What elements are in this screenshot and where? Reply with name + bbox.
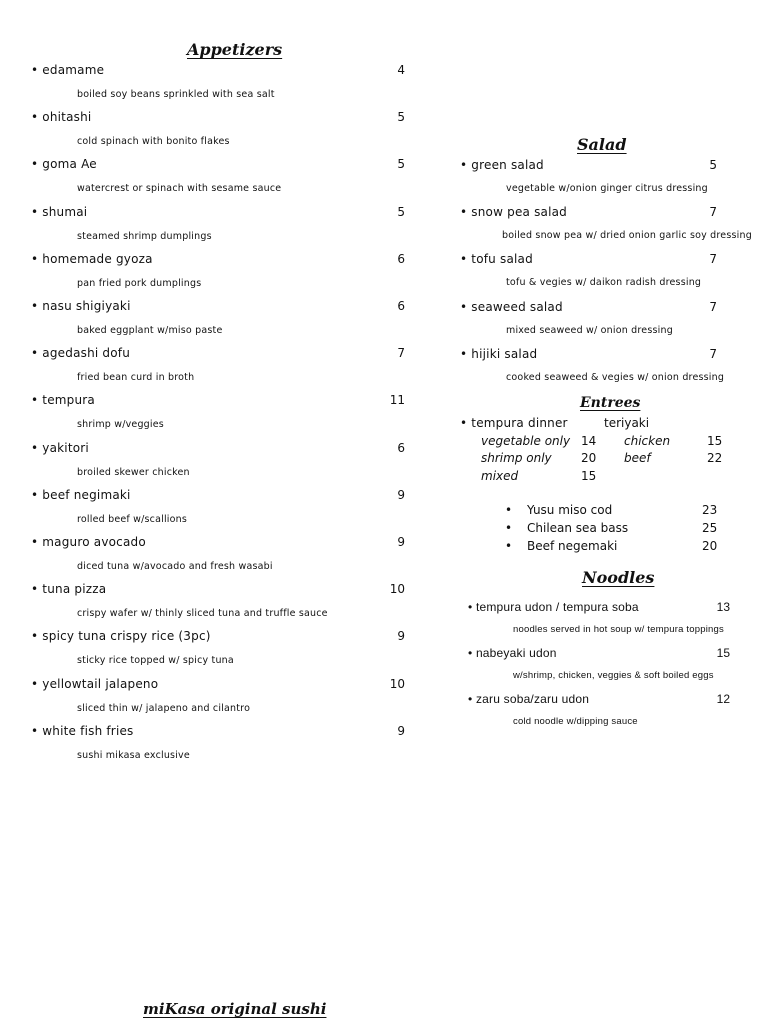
tempura-dinner-label: • tempura dinner bbox=[460, 416, 568, 430]
menu-item-description: cooked seaweed & vegies w/ onion dressing bbox=[506, 371, 725, 383]
menu-item-name: • tuna pizza bbox=[31, 582, 106, 596]
menu-item-name: • edamame bbox=[31, 63, 104, 77]
special-price: 23 bbox=[702, 503, 718, 517]
menu-item-description: shrimp w/veggies bbox=[77, 419, 164, 431]
menu-item-description: crispy wafer w/ thinly sliced tuna and truffle sauce bbox=[77, 608, 328, 620]
menu-item-price: 7 bbox=[709, 205, 717, 220]
menu-item-description: noodles served in hot soup w/ tempura toppings bbox=[513, 624, 724, 635]
special-name: Beef negemaki bbox=[527, 539, 618, 553]
menu-item-description: sushi mikasa exclusive bbox=[77, 749, 190, 761]
menu-item-price: 10 bbox=[389, 676, 405, 691]
menu-item-description: fried bean curd in broth bbox=[77, 372, 195, 384]
menu-item-name: • hijiki salad bbox=[460, 347, 537, 361]
menu-item-description: watercrest or spinach with sesame sauce bbox=[77, 183, 282, 195]
menu-item-price: 7 bbox=[397, 346, 405, 361]
menu-item-description: steamed shrimp dumplings bbox=[77, 230, 212, 242]
salad-heading: Salad bbox=[577, 135, 627, 154]
menu-item-price: 4 bbox=[397, 63, 405, 77]
menu-item-price: 11 bbox=[389, 393, 405, 408]
menu-item-price: 5 bbox=[397, 110, 405, 125]
menu-item-name: • agedashi dofu bbox=[31, 346, 130, 360]
menu-item-price: 6 bbox=[397, 440, 405, 455]
tempura-option-name: shrimp only bbox=[481, 451, 552, 465]
menu-item-price: 6 bbox=[397, 251, 405, 266]
menu-item-description: vegetable w/onion ginger citrus dressing bbox=[506, 183, 708, 194]
menu-item-price: 5 bbox=[397, 157, 405, 172]
menu-item-name: • goma Ae bbox=[31, 157, 97, 171]
tempura-option-name: vegetable only bbox=[481, 434, 571, 448]
menu-item-name: • tofu salad bbox=[460, 252, 533, 266]
menu-item-name: • green salad bbox=[460, 158, 544, 172]
menu-item-name: • spicy tuna crispy rice (3pc) bbox=[31, 629, 211, 643]
teriyaki-option-name: chicken bbox=[624, 434, 671, 448]
appetizers-heading: Appetizers bbox=[187, 40, 283, 59]
tempura-option-name: mixed bbox=[481, 469, 519, 483]
menu-item-price: 7 bbox=[709, 252, 717, 267]
tempura-option-price: 14 bbox=[581, 434, 597, 448]
menu-item-name: • maguro avocado bbox=[31, 535, 146, 549]
menu-item-name: • snow pea salad bbox=[460, 205, 567, 219]
teriyaki-label: teriyaki bbox=[604, 416, 650, 430]
entrees-heading: Entrees bbox=[580, 395, 641, 411]
menu-item-price: 12 bbox=[716, 692, 730, 706]
menu-item-name: • ohitashi bbox=[31, 110, 91, 124]
entree-special: • Chilean sea bass bbox=[505, 521, 629, 535]
menu-item-price: 15 bbox=[716, 646, 730, 660]
menu-item-price: 7 bbox=[709, 299, 717, 314]
menu-item-name: • nabeyaki udon bbox=[468, 646, 557, 660]
tempura-option-price: 20 bbox=[581, 451, 597, 465]
menu-item-name: • beef negimaki bbox=[31, 488, 131, 502]
menu-item-price: 9 bbox=[397, 723, 405, 738]
menu-item-name: • shumai bbox=[31, 205, 87, 219]
tempura-option-price: 15 bbox=[581, 469, 597, 483]
menu-item-name: • zaru soba/zaru udon bbox=[468, 692, 589, 706]
menu-item-price: 7 bbox=[709, 346, 717, 361]
noodles-heading: Noodles bbox=[582, 568, 655, 587]
menu-item-description: boiled snow pea w/ dried onion garlic soy dressing bbox=[502, 230, 752, 242]
menu-item-description: sliced thin w/ jalapeno and cilantro bbox=[77, 702, 251, 714]
menu-item-description: cold spinach with bonito flakes bbox=[77, 136, 230, 148]
teriyaki-option-price: 22 bbox=[707, 451, 723, 465]
entree-special: • Beef negemaki bbox=[505, 539, 618, 553]
menu-item-name: • homemade gyoza bbox=[31, 252, 153, 266]
menu-item-description: tofu & vegies w/ daikon radish dressing bbox=[506, 277, 702, 289]
menu-item-name: • tempura udon / tempura soba bbox=[468, 600, 639, 614]
special-price: 25 bbox=[702, 521, 718, 535]
menu-item-description: boiled soy beans sprinkled with sea salt bbox=[77, 89, 275, 100]
menu-item-name: • yakitori bbox=[31, 441, 89, 455]
cut-off-heading-fragment bbox=[540, 1016, 610, 1024]
original-sushi-heading: miKasa original sushi bbox=[143, 1000, 327, 1018]
menu-item-description: diced tuna w/avocado and fresh wasabi bbox=[77, 561, 273, 572]
menu-item-price: 10 bbox=[389, 582, 405, 597]
menu-item-price: 5 bbox=[397, 204, 405, 219]
menu-item-price: 9 bbox=[397, 487, 405, 502]
menu-item-description: baked eggplant w/miso paste bbox=[77, 325, 223, 336]
menu-item-price: 13 bbox=[716, 600, 730, 614]
menu-item-description: mixed seaweed w/ onion dressing bbox=[506, 324, 673, 336]
special-name: Yusu miso cod bbox=[527, 503, 613, 517]
menu-item-name: • nasu shigiyaki bbox=[31, 299, 131, 313]
menu-item-description: broiled skewer chicken bbox=[77, 466, 190, 478]
special-price: 20 bbox=[702, 539, 718, 553]
menu-item-name: • yellowtail jalapeno bbox=[31, 677, 158, 691]
menu-item-price: 6 bbox=[397, 299, 405, 313]
teriyaki-option-price: 15 bbox=[707, 434, 723, 448]
menu-item-name: • white fish fries bbox=[31, 724, 134, 738]
menu-item-price: 5 bbox=[709, 158, 717, 172]
menu-item-description: pan fried pork dumplings bbox=[77, 277, 202, 289]
special-name: Chilean sea bass bbox=[527, 521, 629, 535]
menu-item-description: sticky rice topped w/ spicy tuna bbox=[77, 655, 234, 667]
menu-item-name: • tempura bbox=[31, 393, 95, 407]
teriyaki-option-name: beef bbox=[624, 451, 651, 465]
entree-special: • Yusu miso cod bbox=[505, 503, 613, 517]
menu-item-description: rolled beef w/scallions bbox=[77, 513, 188, 525]
menu-item-price: 9 bbox=[397, 535, 405, 549]
menu-item-description: cold noodle w/dipping sauce bbox=[513, 716, 638, 727]
menu-item-name: • seaweed salad bbox=[460, 300, 563, 314]
menu-item-price: 9 bbox=[397, 629, 405, 644]
menu-item-description: w/shrimp, chicken, veggies & soft boiled eggs bbox=[513, 670, 714, 681]
